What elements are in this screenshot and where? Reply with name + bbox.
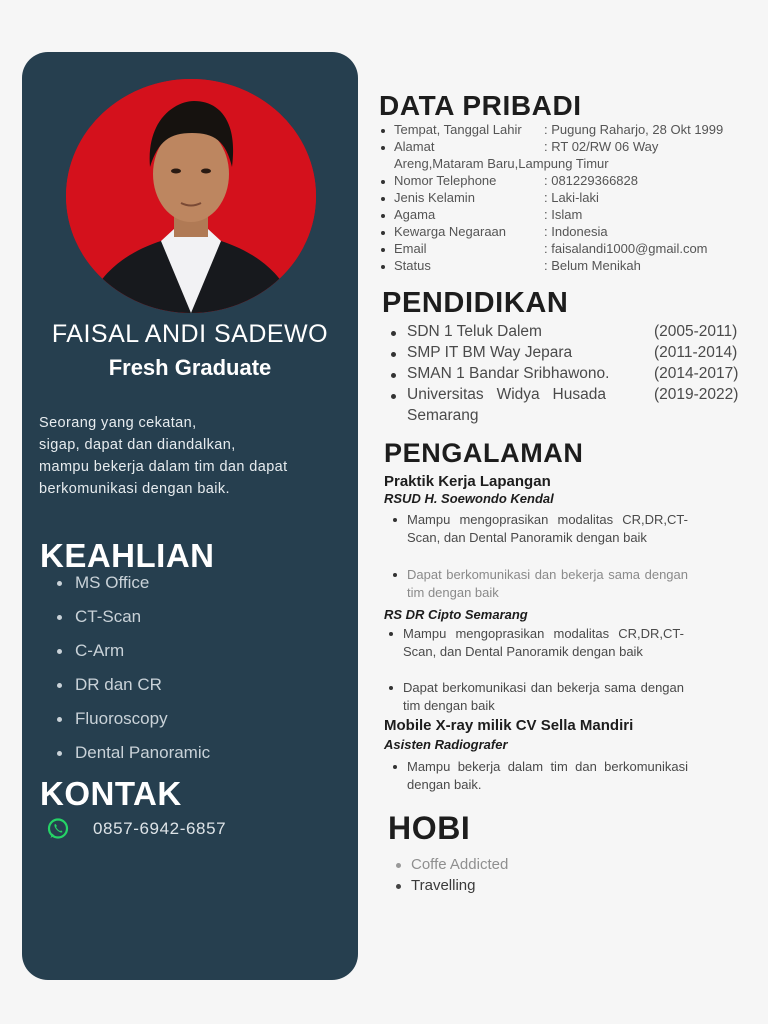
contact-title: KONTAK xyxy=(40,775,182,812)
summary-line: mampu bekerja dalam tim dan dapat xyxy=(39,459,288,475)
experience-place: RSUD H. Soewondo Kendal xyxy=(384,491,554,506)
education-title: PENDIDIKAN xyxy=(382,287,569,319)
profile-summary xyxy=(39,412,351,500)
experience-bullet: Dapat berkomunikasi dan bekerja sama dengan tim dengan baik xyxy=(407,566,688,602)
personal-title: DATA PRIBADI xyxy=(379,90,582,121)
skill-item: Fluoroscopy xyxy=(57,709,210,743)
experience-bullet: Mampu mengoprasikan modalitas CR,DR,CT-Scan, dan Dental Panoramik dengan baik xyxy=(403,625,684,661)
experience-heading: Praktik Kerja Lapangan xyxy=(384,473,551,490)
hobby-item: Coffe Addicted xyxy=(396,856,508,877)
person-name: FAISAL ANDI SADEWO xyxy=(51,320,329,348)
hobby-item: Travelling xyxy=(396,877,508,898)
hobbies-title: HOBI xyxy=(388,810,471,846)
person-role: Fresh Graduate xyxy=(108,355,272,380)
contact-row xyxy=(46,817,226,841)
skill-item: MS Office xyxy=(57,573,210,607)
experience-bullet: Mampu bekerja dalam tim dan berkomunikasi dengan baik. xyxy=(407,758,688,794)
skill-item: CT-Scan xyxy=(57,607,210,641)
skill-item: Dental Panoramic xyxy=(57,743,210,777)
profile-photo xyxy=(66,79,316,313)
hobbies-list xyxy=(396,856,508,898)
skill-item: C-Arm xyxy=(57,641,210,675)
summary-line: Seorang yang cekatan, xyxy=(39,415,197,431)
summary-line: sigap, dapat dan diandalkan, xyxy=(39,437,236,453)
experience-place: RS DR Cipto Semarang xyxy=(384,607,528,622)
profile-photo-portrait xyxy=(66,79,316,313)
whatsapp-icon xyxy=(46,817,70,841)
summary-line: berkomunikasi dengan baik. xyxy=(39,481,230,497)
sidebar xyxy=(22,52,358,980)
experience-place: Asisten Radiografer xyxy=(384,737,508,752)
experience-bullet: Mampu mengoprasikan modalitas CR,DR,CT-Scan, dan Dental Panoramik dengan baik xyxy=(407,511,688,547)
skills-title: KEAHLIAN xyxy=(40,537,215,574)
skill-item: DR dan CR xyxy=(57,675,210,709)
experience-bullet: Dapat berkomunikasi dan bekerja sama dengan tim dengan baik xyxy=(403,679,684,715)
skills-list xyxy=(57,573,210,777)
experience-title: PENGALAMAN xyxy=(384,438,584,468)
experience-heading: Mobile X-ray milik CV Sella Mandiri xyxy=(384,717,634,734)
phone-number[interactable]: 0857-6942-6857 xyxy=(93,819,227,838)
